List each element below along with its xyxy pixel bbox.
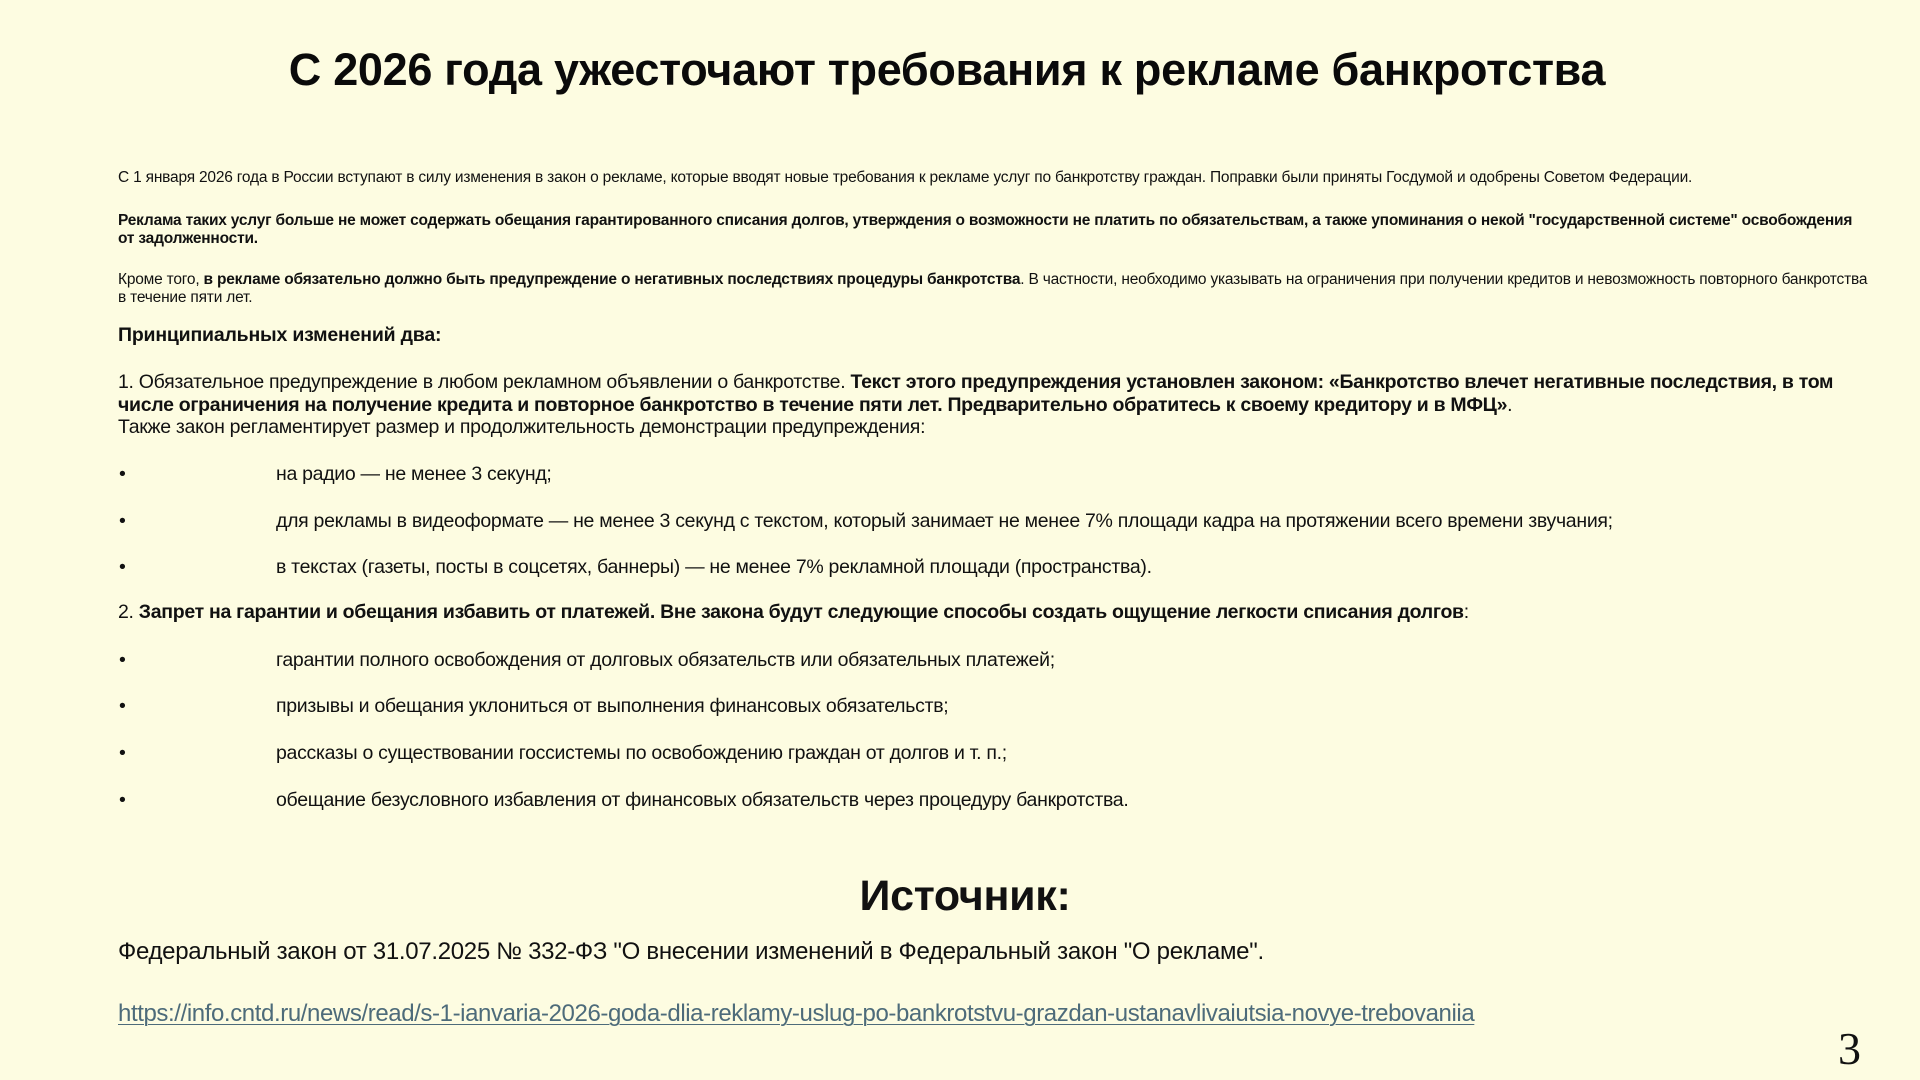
- list-item-text: обещание безусловного избавления от финансовых обязательств через процедуру банкротства.: [276, 789, 1129, 811]
- change-item-1: [118, 371, 1868, 439]
- intro-paragraph-3-suffix: . В частности, необходимо указывать на ограничения при получении кредитов и невозможность повторного банкротства в течение пяти лет.: [118, 271, 1868, 306]
- intro-paragraph-3: [118, 271, 1868, 307]
- change-item-2-suffix: :: [1463, 601, 1469, 623]
- intro-paragraph-1: С 1 января 2026 года в России вступают в силу изменения в закон о рекламе, которые вводят новые требования к рекламе услуг по банкротству граждан. Поправки были приняты Госдумой и одобрены Советом Федерации.: [118, 169, 1693, 186]
- changes-heading: Принципиальных изменений два:: [118, 324, 442, 346]
- intro-paragraph-3-prefix: Кроме того,: [118, 271, 204, 288]
- slide-title: С 2026 года ужесточают требования к рекламе банкротства: [288, 44, 1606, 95]
- change-item-2-prefix: 2.: [118, 601, 139, 623]
- list-item-text: призывы и обещания уклониться от выполнения финансовых обязательств;: [276, 695, 949, 717]
- list-item-text: для рекламы в видеоформате — не менее 3 секунд с текстом, который занимает не менее 7% площади кадра на протяжении всего времени звучания;: [276, 510, 1613, 532]
- intro-paragraph-2: Реклама таких услуг больше не может содержать обещания гарантированного списания долгов, утверждения о возможности не платить по обязательствам, а также упоминания о некой "государственной системе" освобождения от задолженности.: [118, 212, 1853, 247]
- list-item-text: гарантии полного освобождения от долговых обязательств или обязательных платежей;: [276, 649, 1055, 671]
- change-item-1-bold: Текст этого предупреждения установлен законом: «Банкротство влечет негативные последствия, в том числе ограничения на получение кредита и повторное банкротство в течение пяти лет. Предварительно обратитесь к своему кредитору и в МФЦ»: [118, 371, 1834, 416]
- source-heading: Источник:: [859, 872, 1071, 920]
- list-item: [118, 462, 1868, 486]
- page-number: 3: [1838, 1023, 1861, 1074]
- list-item: [118, 555, 1868, 579]
- intro-paragraph-3-bold: в рекламе обязательно должно быть предупреждение о негативных последствиях процедуры банкротства: [203, 271, 1021, 288]
- list-item: [118, 648, 1868, 672]
- change-item-1-after: Также закон регламентирует размер и продолжительность демонстрации предупреждения:: [118, 416, 926, 438]
- bullet-icon: •: [119, 789, 126, 811]
- source-law-citation: Федеральный закон от 31.07.2025 № 332-ФЗ "О внесении изменений в Федеральный закон "О рекламе".: [118, 938, 1264, 965]
- bullet-icon: •: [119, 649, 126, 671]
- list-item-text: рассказы о существовании госсистемы по освобождению граждан от долгов и т. п.;: [276, 742, 1007, 764]
- list-item-text: на радио — не менее 3 секунд;: [276, 463, 552, 485]
- change-item-1-prefix: 1. Обязательное предупреждение в любом рекламном объявлении о банкротстве.: [118, 371, 851, 393]
- list-item: [118, 509, 1868, 533]
- bullet-icon: •: [119, 742, 126, 764]
- list-item: [118, 788, 1868, 812]
- bullet-icon: •: [119, 695, 126, 717]
- bullet-icon: •: [119, 463, 126, 485]
- change-item-2-bold: Запрет на гарантии и обещания избавить от платежей. Вне закона будут следующие способы создать ощущение легкости списания долгов: [138, 601, 1464, 623]
- change-item-1-suffix: .: [1507, 393, 1513, 416]
- bullet-icon: •: [119, 510, 126, 532]
- change-item-2: [118, 601, 1868, 624]
- bullet-icon: •: [119, 556, 126, 578]
- list-item-text: в текстах (газеты, посты в соцсетях, баннеры) — не менее 7% рекламной площади (пространства).: [276, 556, 1152, 578]
- source-link[interactable]: https://info.cntd.ru/news/read/s-1-ianvaria-2026-goda-dlia-reklamy-uslug-po-bankrotstvu-grazdan-ustanavlivaiutsia-novye-trebovaniia: [118, 1000, 1475, 1027]
- list-item: [118, 741, 1868, 765]
- list-item: [118, 694, 1868, 718]
